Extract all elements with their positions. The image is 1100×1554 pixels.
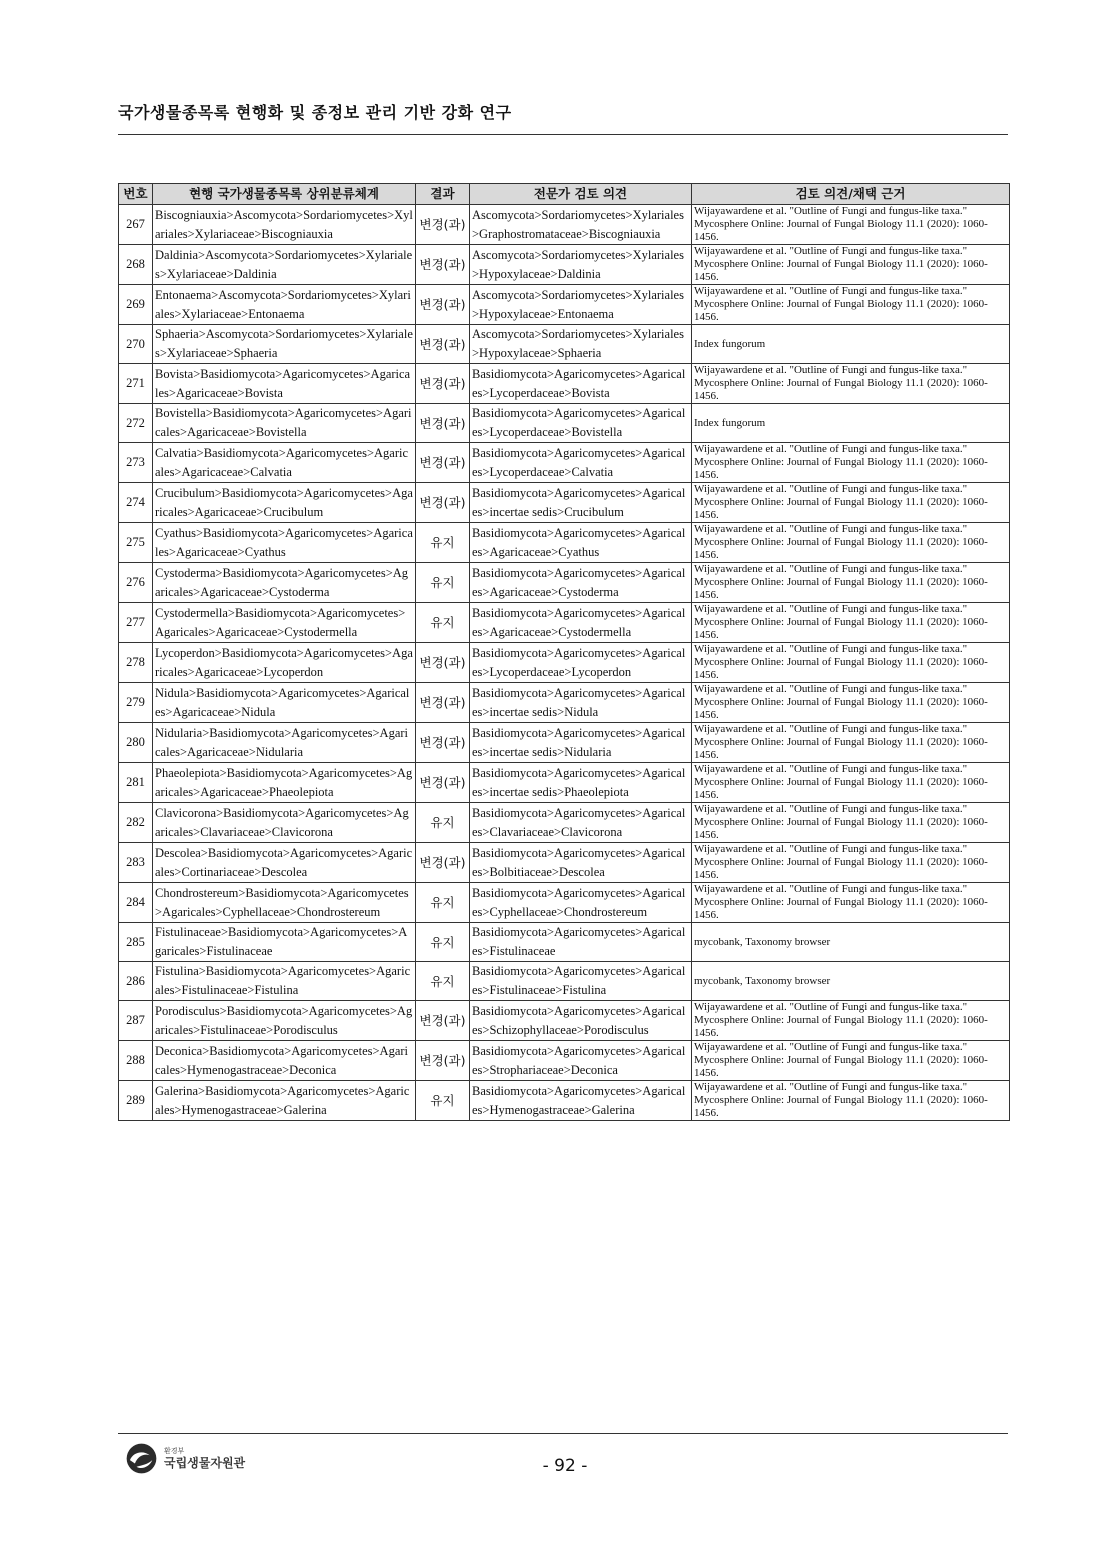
cell-basis: Wijayawardene et al. "Outline of Fungi and fungus-like taxa." Mycosphere Online: Journal of Fungal Biology 11.1 (2020): 1060-1456. bbox=[692, 1081, 1010, 1121]
table-row bbox=[119, 923, 1010, 962]
cell-current-classification: Fistulina>Basidiomycota>Agaricomycetes>Agaricales>Fistulinaceae>Fistulina bbox=[153, 962, 416, 1001]
cell-number: 275 bbox=[119, 523, 153, 563]
cell-result: 변경(과) bbox=[416, 763, 470, 803]
table-row bbox=[119, 1041, 1010, 1081]
cell-basis: Wijayawardene et al. "Outline of Fungi and fungus-like taxa." Mycosphere Online: Journal of Fungal Biology 11.1 (2020): 1060-1456. bbox=[692, 563, 1010, 603]
cell-current-classification: Daldinia>Ascomycota>Sordariomycetes>Xylariales>Xylariaceae>Daldinia bbox=[153, 245, 416, 285]
table-row bbox=[119, 643, 1010, 683]
cell-result: 유지 bbox=[416, 563, 470, 603]
cell-current-classification: Nidularia>Basidiomycota>Agaricomycetes>Agaricales>Agaricaceae>Nidularia bbox=[153, 723, 416, 763]
cell-number: 270 bbox=[119, 325, 153, 364]
cell-basis: Wijayawardene et al. "Outline of Fungi and fungus-like taxa." Mycosphere Online: Journal of Fungal Biology 11.1 (2020): 1060-1456. bbox=[692, 523, 1010, 563]
cell-basis: Wijayawardene et al. "Outline of Fungi and fungus-like taxa." Mycosphere Online: Journal of Fungal Biology 11.1 (2020): 1060-1456. bbox=[692, 443, 1010, 483]
institution-name: 국립생물자원관 bbox=[164, 1456, 246, 1470]
cell-result: 변경(과) bbox=[416, 364, 470, 404]
cell-number: 287 bbox=[119, 1001, 153, 1041]
cell-current-classification: Clavicorona>Basidiomycota>Agaricomycetes>Agaricales>Clavariaceae>Clavicorona bbox=[153, 803, 416, 843]
cell-result: 유지 bbox=[416, 523, 470, 563]
cell-result: 유지 bbox=[416, 962, 470, 1001]
cell-current-classification: Fistulinaceae>Basidiomycota>Agaricomycetes>Agaricales>Fistulinaceae bbox=[153, 923, 416, 962]
table-row bbox=[119, 205, 1010, 245]
cell-current-classification: Descolea>Basidiomycota>Agaricomycetes>Agaricales>Cortinariaceae>Descolea bbox=[153, 843, 416, 883]
cell-result: 변경(과) bbox=[416, 245, 470, 285]
table-row bbox=[119, 763, 1010, 803]
cell-number: 276 bbox=[119, 563, 153, 603]
cell-expert-opinion: Basidiomycota>Agaricomycetes>Agaricales>Bolbitiaceae>Descolea bbox=[470, 843, 692, 883]
table-row bbox=[119, 683, 1010, 723]
cell-number: 278 bbox=[119, 643, 153, 683]
table-row bbox=[119, 1081, 1010, 1121]
cell-number: 272 bbox=[119, 404, 153, 443]
cell-basis: Wijayawardene et al. "Outline of Fungi and fungus-like taxa." Mycosphere Online: Journal of Fungal Biology 11.1 (2020): 1060-1456. bbox=[692, 643, 1010, 683]
cell-basis: Wijayawardene et al. "Outline of Fungi and fungus-like taxa." Mycosphere Online: Journal of Fungal Biology 11.1 (2020): 1060-1456. bbox=[692, 1001, 1010, 1041]
cell-basis: Wijayawardene et al. "Outline of Fungi and fungus-like taxa." Mycosphere Online: Journal of Fungal Biology 11.1 (2020): 1060-1456. bbox=[692, 683, 1010, 723]
cell-current-classification: Porodisculus>Basidiomycota>Agaricomycetes>Agaricales>Fistulinaceae>Porodisculus bbox=[153, 1001, 416, 1041]
cell-current-classification: Chondrostereum>Basidiomycota>Agaricomycetes>Agaricales>Cyphellaceae>Chondrostereum bbox=[153, 883, 416, 923]
table-body bbox=[119, 205, 1010, 1121]
cell-number: 268 bbox=[119, 245, 153, 285]
cell-expert-opinion: Basidiomycota>Agaricomycetes>Agaricales>Clavariaceae>Clavicorona bbox=[470, 803, 692, 843]
cell-result: 유지 bbox=[416, 923, 470, 962]
cell-number: 279 bbox=[119, 683, 153, 723]
cell-current-classification: Bovista>Basidiomycota>Agaricomycetes>Agaricales>Agaricaceae>Bovista bbox=[153, 364, 416, 404]
institution-emblem-icon bbox=[125, 1442, 158, 1475]
cell-number: 274 bbox=[119, 483, 153, 523]
cell-result: 변경(과) bbox=[416, 285, 470, 325]
cell-basis: Wijayawardene et al. "Outline of Fungi and fungus-like taxa." Mycosphere Online: Journal of Fungal Biology 11.1 (2020): 1060-1456. bbox=[692, 483, 1010, 523]
cell-current-classification: Sphaeria>Ascomycota>Sordariomycetes>Xylariales>Xylariaceae>Sphaeria bbox=[153, 325, 416, 364]
cell-number: 273 bbox=[119, 443, 153, 483]
cell-expert-opinion: Basidiomycota>Agaricomycetes>Agaricales>Lycoperdaceae>Bovista bbox=[470, 364, 692, 404]
cell-number: 286 bbox=[119, 962, 153, 1001]
cell-basis: Wijayawardene et al. "Outline of Fungi and fungus-like taxa." Mycosphere Online: Journal of Fungal Biology 11.1 (2020): 1060-1456. bbox=[692, 763, 1010, 803]
cell-basis: Wijayawardene et al. "Outline of Fungi and fungus-like taxa." Mycosphere Online: Journal of Fungal Biology 11.1 (2020): 1060-1456. bbox=[692, 245, 1010, 285]
cell-expert-opinion: Basidiomycota>Agaricomycetes>Agaricales>Fistulinaceae>Fistulina bbox=[470, 962, 692, 1001]
cell-result: 변경(과) bbox=[416, 843, 470, 883]
table-row bbox=[119, 803, 1010, 843]
cell-basis: Wijayawardene et al. "Outline of Fungi and fungus-like taxa." Mycosphere Online: Journal of Fungal Biology 11.1 (2020): 1060-1456. bbox=[692, 285, 1010, 325]
cell-number: 288 bbox=[119, 1041, 153, 1081]
table-row bbox=[119, 364, 1010, 404]
cell-result: 변경(과) bbox=[416, 683, 470, 723]
cell-result: 변경(과) bbox=[416, 723, 470, 763]
table-row bbox=[119, 603, 1010, 643]
cell-current-classification: Calvatia>Basidiomycota>Agaricomycetes>Agaricales>Agaricaceae>Calvatia bbox=[153, 443, 416, 483]
table-row bbox=[119, 443, 1010, 483]
cell-basis: Index fungorum bbox=[692, 325, 1010, 364]
table-row bbox=[119, 883, 1010, 923]
table-header-row bbox=[119, 184, 1010, 205]
cell-expert-opinion: Basidiomycota>Agaricomycetes>Agaricales>incertae sedis>Phaeolepiota bbox=[470, 763, 692, 803]
column-header-current-classification: 현행 국가생물종목록 상위분류체계 bbox=[153, 184, 416, 205]
cell-result: 변경(과) bbox=[416, 443, 470, 483]
cell-number: 269 bbox=[119, 285, 153, 325]
cell-expert-opinion: Basidiomycota>Agaricomycetes>Agaricales>Agaricaceae>Cystodermella bbox=[470, 603, 692, 643]
table-row bbox=[119, 1001, 1010, 1041]
cell-current-classification: Crucibulum>Basidiomycota>Agaricomycetes>Agaricales>Agaricaceae>Crucibulum bbox=[153, 483, 416, 523]
cell-expert-opinion: Basidiomycota>Agaricomycetes>Agaricales>Fistulinaceae bbox=[470, 923, 692, 962]
cell-expert-opinion: Basidiomycota>Agaricomycetes>Agaricales>incertae sedis>Crucibulum bbox=[470, 483, 692, 523]
cell-basis: Index fungorum bbox=[692, 404, 1010, 443]
cell-number: 271 bbox=[119, 364, 153, 404]
cell-basis: Wijayawardene et al. "Outline of Fungi and fungus-like taxa." Mycosphere Online: Journal of Fungal Biology 11.1 (2020): 1060-1456. bbox=[692, 603, 1010, 643]
column-header-expert-opinion: 전문가 검토 의견 bbox=[470, 184, 692, 205]
cell-basis: mycobank, Taxonomy browser bbox=[692, 962, 1010, 1001]
institution-logo bbox=[125, 1442, 245, 1475]
cell-number: 282 bbox=[119, 803, 153, 843]
column-header-number: 번호 bbox=[119, 184, 153, 205]
cell-expert-opinion: Basidiomycota>Agaricomycetes>Agaricales>Hymenogastraceae>Galerina bbox=[470, 1081, 692, 1121]
cell-number: 284 bbox=[119, 883, 153, 923]
cell-result: 유지 bbox=[416, 883, 470, 923]
cell-current-classification: Galerina>Basidiomycota>Agaricomycetes>Agaricales>Hymenogastraceae>Galerina bbox=[153, 1081, 416, 1121]
taxonomy-review-table bbox=[118, 183, 1010, 1121]
cell-result: 변경(과) bbox=[416, 1041, 470, 1081]
cell-current-classification: Bovistella>Basidiomycota>Agaricomycetes>Agaricales>Agaricaceae>Bovistella bbox=[153, 404, 416, 443]
cell-result: 변경(과) bbox=[416, 325, 470, 364]
table-row bbox=[119, 285, 1010, 325]
cell-result: 변경(과) bbox=[416, 483, 470, 523]
table-row bbox=[119, 843, 1010, 883]
cell-result: 변경(과) bbox=[416, 205, 470, 245]
cell-result: 유지 bbox=[416, 1081, 470, 1121]
cell-expert-opinion: Basidiomycota>Agaricomycetes>Agaricales>Lycoperdaceae>Bovistella bbox=[470, 404, 692, 443]
cell-current-classification: Deconica>Basidiomycota>Agaricomycetes>Agaricales>Hymenogastraceae>Deconica bbox=[153, 1041, 416, 1081]
cell-current-classification: Biscogniauxia>Ascomycota>Sordariomycetes>Xylariales>Xylariaceae>Biscogniauxia bbox=[153, 205, 416, 245]
cell-expert-opinion: Basidiomycota>Agaricomycetes>Agaricales>Cyphellaceae>Chondrostereum bbox=[470, 883, 692, 923]
cell-number: 285 bbox=[119, 923, 153, 962]
cell-result: 변경(과) bbox=[416, 404, 470, 443]
cell-expert-opinion: Ascomycota>Sordariomycetes>Xylariales>Hypoxylaceae>Sphaeria bbox=[470, 325, 692, 364]
cell-current-classification: Phaeolepiota>Basidiomycota>Agaricomycetes>Agaricales>Agaricaceae>Phaeolepiota bbox=[153, 763, 416, 803]
cell-current-classification: Cyathus>Basidiomycota>Agaricomycetes>Agaricales>Agaricaceae>Cyathus bbox=[153, 523, 416, 563]
cell-expert-opinion: Basidiomycota>Agaricomycetes>Agaricales>Schizophyllaceae>Porodisculus bbox=[470, 1001, 692, 1041]
cell-result: 유지 bbox=[416, 803, 470, 843]
page-number: - 92 - bbox=[542, 1456, 588, 1476]
cell-result: 변경(과) bbox=[416, 643, 470, 683]
cell-basis: Wijayawardene et al. "Outline of Fungi and fungus-like taxa." Mycosphere Online: Journal of Fungal Biology 11.1 (2020): 1060-1456. bbox=[692, 723, 1010, 763]
cell-basis: Wijayawardene et al. "Outline of Fungi and fungus-like taxa." Mycosphere Online: Journal of Fungal Biology 11.1 (2020): 1060-1456. bbox=[692, 803, 1010, 843]
cell-expert-opinion: Basidiomycota>Agaricomycetes>Agaricales>Agaricaceae>Cystoderma bbox=[470, 563, 692, 603]
cell-expert-opinion: Basidiomycota>Agaricomycetes>Agaricales>incertae sedis>Nidularia bbox=[470, 723, 692, 763]
column-header-basis: 검토 의견/채택 근거 bbox=[692, 184, 1010, 205]
cell-basis: mycobank, Taxonomy browser bbox=[692, 923, 1010, 962]
cell-number: 277 bbox=[119, 603, 153, 643]
cell-basis: Wijayawardene et al. "Outline of Fungi and fungus-like taxa." Mycosphere Online: Journal of Fungal Biology 11.1 (2020): 1060-1456. bbox=[692, 1041, 1010, 1081]
cell-expert-opinion: Basidiomycota>Agaricomycetes>Agaricales>incertae sedis>Nidula bbox=[470, 683, 692, 723]
table-row bbox=[119, 563, 1010, 603]
cell-number: 281 bbox=[119, 763, 153, 803]
cell-expert-opinion: Ascomycota>Sordariomycetes>Xylariales>Hypoxylaceae>Daldinia bbox=[470, 245, 692, 285]
table-row bbox=[119, 404, 1010, 443]
cell-basis: Wijayawardene et al. "Outline of Fungi and fungus-like taxa." Mycosphere Online: Journal of Fungal Biology 11.1 (2020): 1060-1456. bbox=[692, 843, 1010, 883]
column-header-result: 결과 bbox=[416, 184, 470, 205]
cell-current-classification: Entonaema>Ascomycota>Sordariomycetes>Xylariales>Xylariaceae>Entonaema bbox=[153, 285, 416, 325]
cell-expert-opinion: Basidiomycota>Agaricomycetes>Agaricales>Agaricaceae>Cyathus bbox=[470, 523, 692, 563]
table-row bbox=[119, 325, 1010, 364]
document-title: 국가생물종목록 현행화 및 종정보 관리 기반 강화 연구 bbox=[118, 103, 512, 122]
cell-expert-opinion: Basidiomycota>Agaricomycetes>Agaricales>Lycoperdaceae>Calvatia bbox=[470, 443, 692, 483]
header-divider bbox=[118, 134, 1008, 135]
cell-current-classification: Lycoperdon>Basidiomycota>Agaricomycetes>Agaricales>Agaricaceae>Lycoperdon bbox=[153, 643, 416, 683]
cell-expert-opinion: Basidiomycota>Agaricomycetes>Agaricales>Lycoperdaceae>Lycoperdon bbox=[470, 643, 692, 683]
table-row bbox=[119, 723, 1010, 763]
cell-current-classification: Nidula>Basidiomycota>Agaricomycetes>Agaricales>Agaricaceae>Nidula bbox=[153, 683, 416, 723]
table-row bbox=[119, 962, 1010, 1001]
cell-result: 유지 bbox=[416, 603, 470, 643]
table-row bbox=[119, 483, 1010, 523]
cell-expert-opinion: Ascomycota>Sordariomycetes>Xylariales>Graphostromataceae>Biscogniauxia bbox=[470, 205, 692, 245]
cell-expert-opinion: Ascomycota>Sordariomycetes>Xylariales>Hypoxylaceae>Entonaema bbox=[470, 285, 692, 325]
cell-basis: Wijayawardene et al. "Outline of Fungi and fungus-like taxa." Mycosphere Online: Journal of Fungal Biology 11.1 (2020): 1060-1456. bbox=[692, 205, 1010, 245]
cell-basis: Wijayawardene et al. "Outline of Fungi and fungus-like taxa." Mycosphere Online: Journal of Fungal Biology 11.1 (2020): 1060-1456. bbox=[692, 364, 1010, 404]
cell-current-classification: Cystoderma>Basidiomycota>Agaricomycetes>Agaricales>Agaricaceae>Cystoderma bbox=[153, 563, 416, 603]
cell-number: 289 bbox=[119, 1081, 153, 1121]
cell-expert-opinion: Basidiomycota>Agaricomycetes>Agaricales>Strophariaceae>Deconica bbox=[470, 1041, 692, 1081]
cell-number: 280 bbox=[119, 723, 153, 763]
footer-divider bbox=[118, 1433, 1008, 1434]
cell-current-classification: Cystodermella>Basidiomycota>Agaricomycetes>Agaricales>Agaricaceae>Cystodermella bbox=[153, 603, 416, 643]
cell-basis: Wijayawardene et al. "Outline of Fungi and fungus-like taxa." Mycosphere Online: Journal of Fungal Biology 11.1 (2020): 1060-1456. bbox=[692, 883, 1010, 923]
table-row bbox=[119, 523, 1010, 563]
cell-number: 283 bbox=[119, 843, 153, 883]
table-row bbox=[119, 245, 1010, 285]
cell-result: 변경(과) bbox=[416, 1001, 470, 1041]
cell-number: 267 bbox=[119, 205, 153, 245]
ministry-name: 환경부 bbox=[164, 1447, 185, 1455]
